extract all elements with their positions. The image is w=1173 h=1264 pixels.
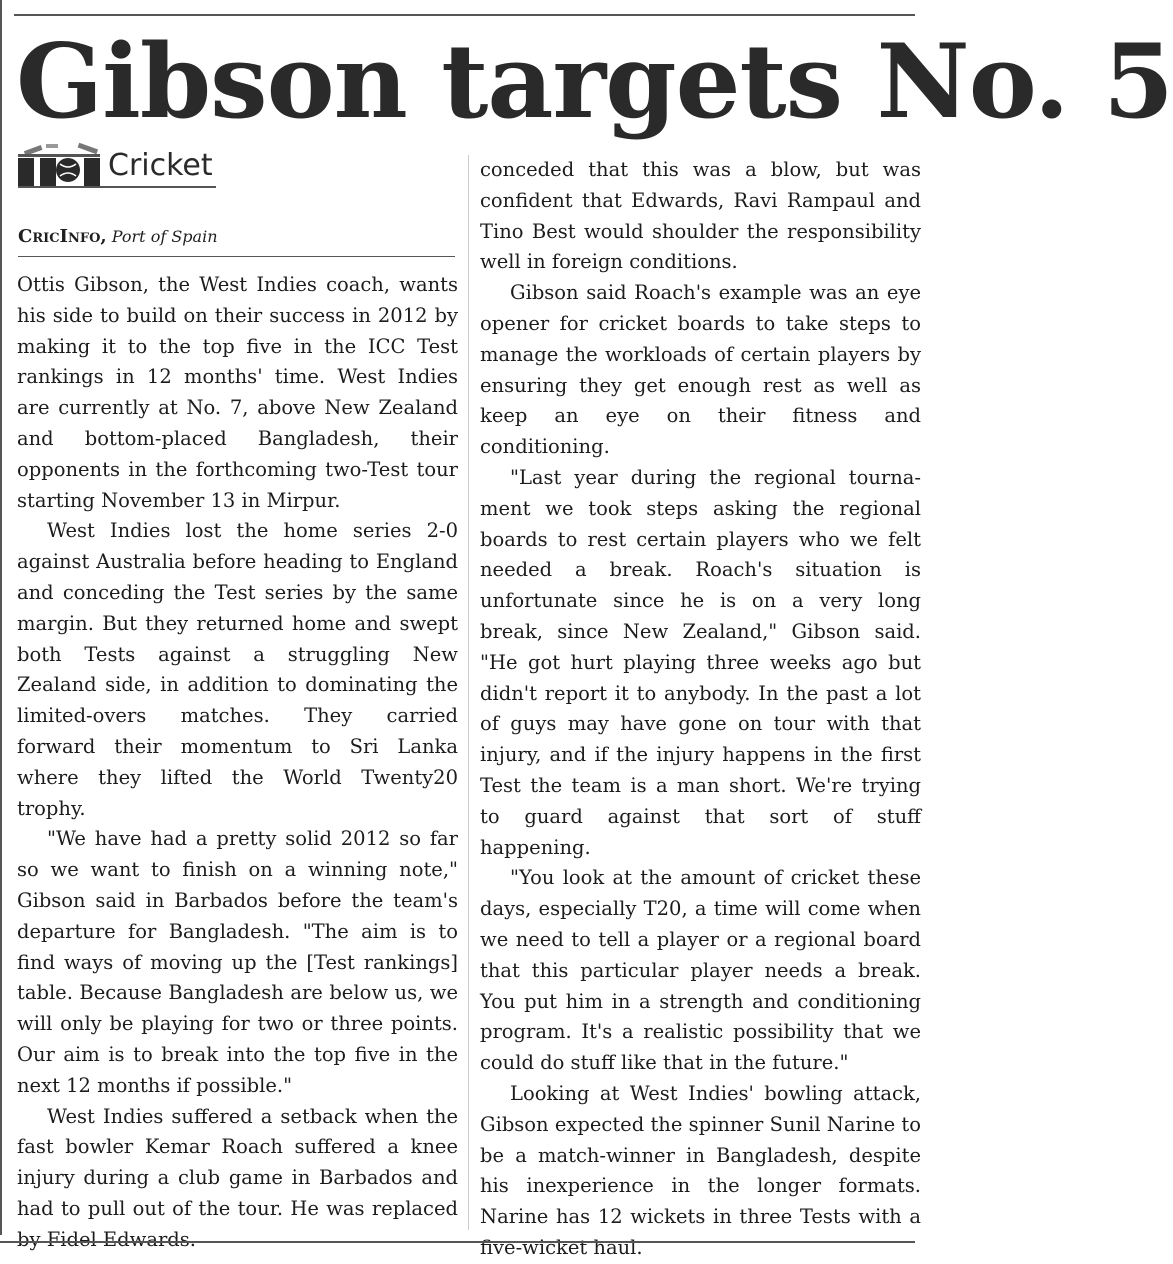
article-paragraph: Gibson said Roach's example was an eye opener for cricket boards to take steps to manage the workloads of certain players by ensuring they get enough rest as well as keep an eye on their fitness and conditioning. xyxy=(480,281,921,459)
article-paragraph: "Last year during the regional tournament we took steps asking the regional boards to rest certain players who we felt needed a break. Roach's situation is unfortunate since he is on a very long break, since New Zealand," Gibson said. "He got hurt playing three weeks ago but didn't report it to anybody. In the past a lot of guys may have gone on tour with that injury, and if the injury happens in the first Test the team is a man short. We're trying to guard against that sort of stuff happening. xyxy=(480,465,921,859)
article-paragraph: "You look at the amount of cricket these days, especially T20, a time will come when we need to tell a player or a regional board that this particular player needs a break. You put him in a strength and conditioning program. It's a realistic possibility that we could do stuff like that in the future." xyxy=(480,866,921,1075)
headline: Gibson targets No. 5 xyxy=(16,22,1173,142)
article-paragraph: Ottis Gibson, the West Indies coach, wants his side to build on their success in 2012 by making it to the top five in the ICC Test rankings in 12 months' time. West Indies are currently at No. 7, above New Zealand and bottom-placed Bangladesh, their opponents in the forthcoming two-Test tour starting November 13 in Mirpur. xyxy=(17,273,458,512)
article-paragraph-continued: conceded that this was a blow, but was confident that Edwards, Ravi Rampaul and Tino Best would shoulder the responsibility well in foreign conditions. xyxy=(480,158,921,274)
section-tag xyxy=(18,142,218,188)
section-label: Cricket xyxy=(108,148,213,183)
cricket-stumps-icon xyxy=(18,142,104,188)
section-rule xyxy=(18,186,216,188)
column-divider xyxy=(468,155,469,1230)
bottom-rule xyxy=(0,1241,915,1243)
byline-source: CricInfo, xyxy=(18,226,107,247)
page-left-border xyxy=(0,0,2,1235)
article-column-right xyxy=(480,155,921,1264)
top-rule xyxy=(14,14,915,16)
article-paragraph-start: West Indies suffered a setback when the fast bowler Kemar Roach suffered a knee injury during a club game in Barbados and had to pull out of the tour. He was replaced by Fidel Edwards. xyxy=(17,1104,458,1251)
article-paragraph: Looking at West Indies' bowling attack, Gibson expected the spinner Sunil Narine to be a match-winner in Bangladesh, despite his inexperience in the longer formats. Narine has 12 wickets in three Tests with a five-wicket haul. xyxy=(480,1081,921,1259)
article-paragraph: West Indies lost the home series 2-0 against Australia before heading to England and conceding the Test series by the same margin. But they returned home and swept both Tests against a struggling New Zealand side, in addition to dominating the limited-overs matches. They carried forward their momentum to Sri Lanka where they lifted the World Twenty20 trophy. xyxy=(17,519,458,820)
byline-rule xyxy=(18,256,455,257)
article-column-left xyxy=(17,270,458,1256)
byline-location: Port of Spain xyxy=(111,227,218,246)
byline xyxy=(18,226,458,248)
article-paragraph xyxy=(17,1102,458,1256)
article-paragraph: "We have had a pretty solid 2012 so far so we want to finish on a winning note," Gibson said in Barbados before the team's departure for Bangladesh. "The aim is to find ways of moving up the [Test rankings] table. Because Bangladesh are below us, we will only be playing for two or three points. Our aim is to break into the top five in the next 12 months if possible." xyxy=(17,827,458,1097)
